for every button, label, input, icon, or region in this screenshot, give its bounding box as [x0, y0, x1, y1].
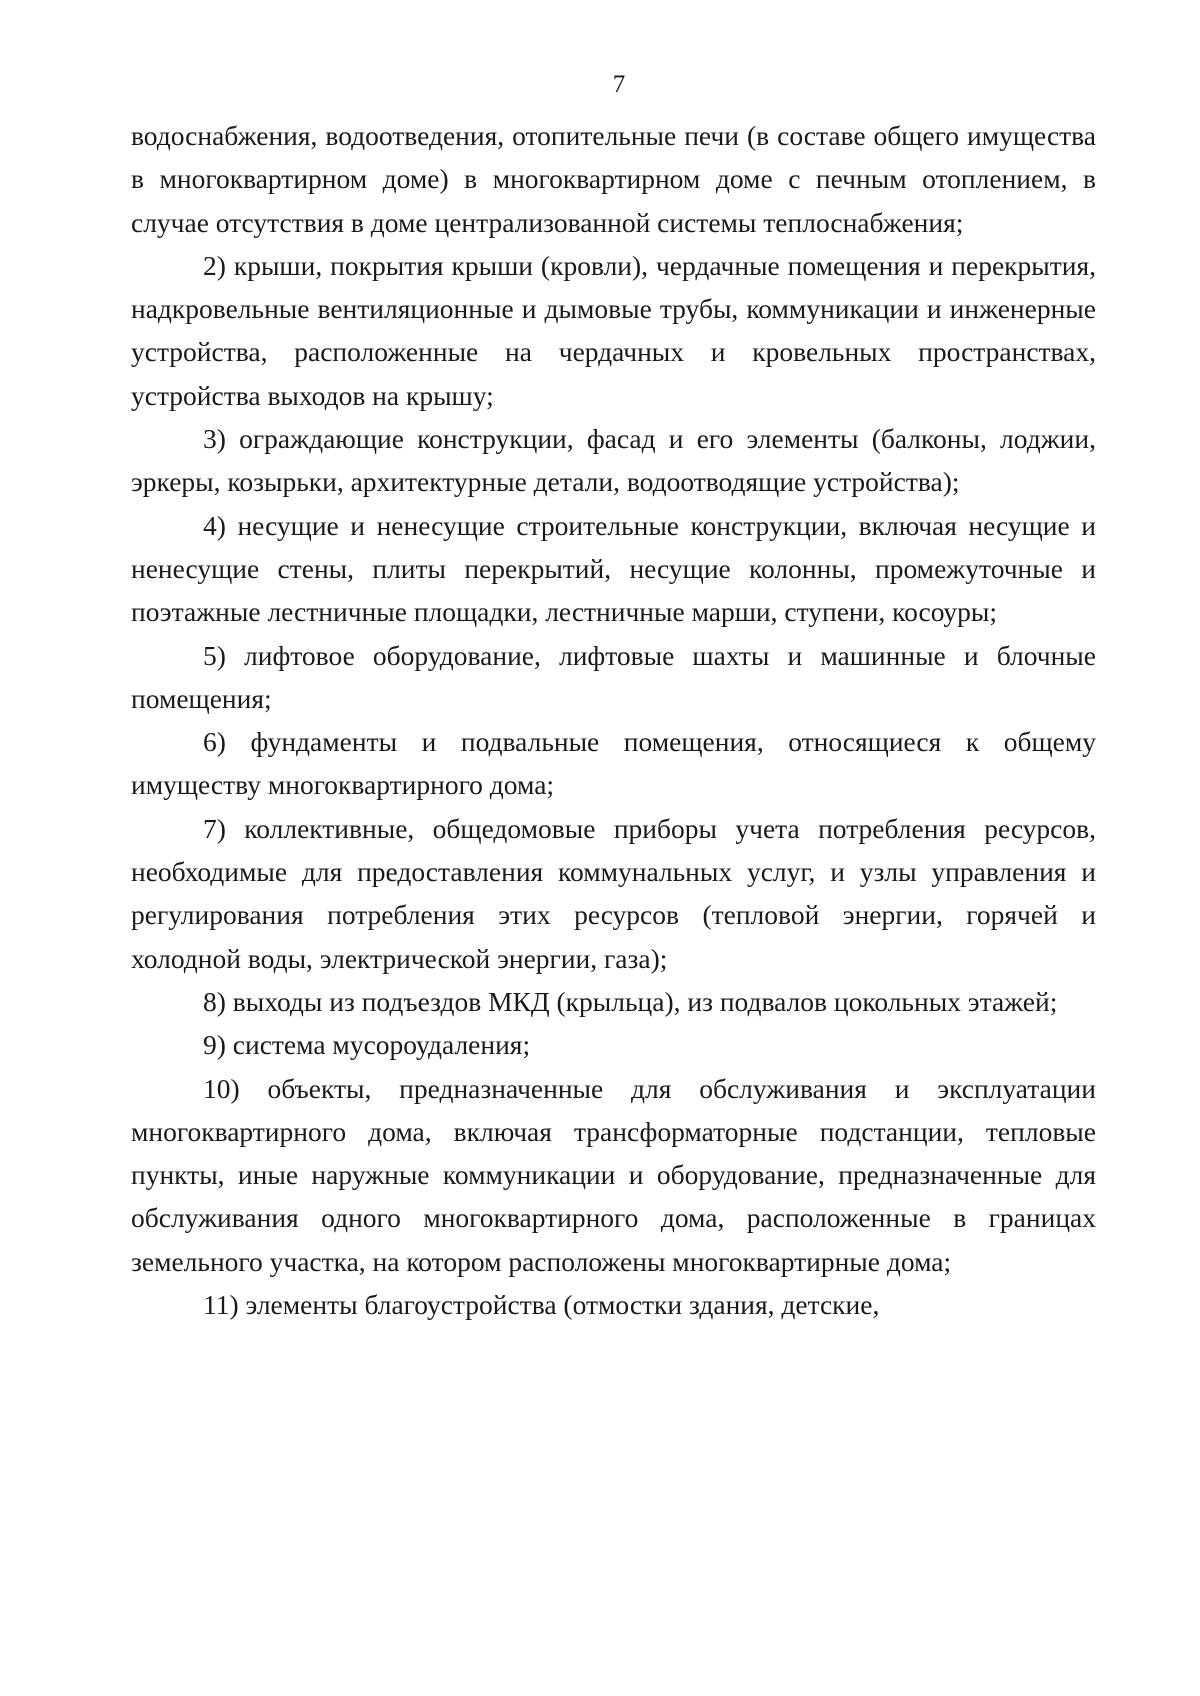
list-item-2: 2) крыши, покрытия крыши (кровли), чердачные помещения и перекрытия, надкровельные вентиляционные и дымовые трубы, коммуникации и инженерные устройства, расположенные на чердачных и кровельных пространствах, устройства выходов на крышу; [131, 249, 1096, 411]
list-item-6: 6) фундаменты и подвальные помещения, относящиеся к общему имуществу многоквартирного дома; [131, 726, 1096, 801]
list-item-7: 7) коллективные, общедомовые приборы учета потребления ресурсов, необходимые для предоставления коммунальных услуг, и узлы управления и регулирования потребления этих ресурсов (тепловой энергии, горячей и холодной воды, электрической энергии, газа); [131, 812, 1096, 974]
list-item-8: 8) выходы из подъездов МКД (крыльца), из подвалов цокольных этажей; [203, 985, 1058, 1017]
list-item-5: 5) лифтовое оборудование, лифтовые шахты и машинные и блочные помещения; [131, 639, 1096, 714]
list-item-3: 3) ограждающие конструкции, фасад и его элементы (балконы, лоджии, эркеры, козырьки, архитектурные детали, водоотводящие устройства); [131, 423, 1096, 498]
document-body [131, 114, 1096, 1326]
list-item-4: 4) несущие и ненесущие строительные конструкции, включая несущие и ненесущие стены, плиты перекрытий, несущие колонны, промежуточные и поэтажные лестничные площадки, лестничные марши, ступени, косоуры; [131, 509, 1096, 628]
list-item-10: 10) объекты, предназначенные для обслуживания и эксплуатации многоквартирного дома, включая трансформаторные подстанции, тепловые пункты, иные наружные коммуникации и оборудование, предназначенные для обслуживания одного многоквартирного дома, расположенные в границах земельного участка, на котором расположены многоквартирные дома; [131, 1072, 1096, 1277]
page-number: 7 [612, 71, 626, 98]
paragraph-continuation: водоснабжения, водоотведения, отопительные печи (в составе общего имущества в многоквартирном доме) в многоквартирном доме с печным отоплением, в случае отсутствия в доме централизованной системы теплоснабжения; [131, 120, 1096, 238]
list-item-9: 9) система мусороудаления; [203, 1029, 531, 1061]
list-item-11: 11) элементы благоустройства (отмостки здания, детские, [203, 1289, 880, 1321]
